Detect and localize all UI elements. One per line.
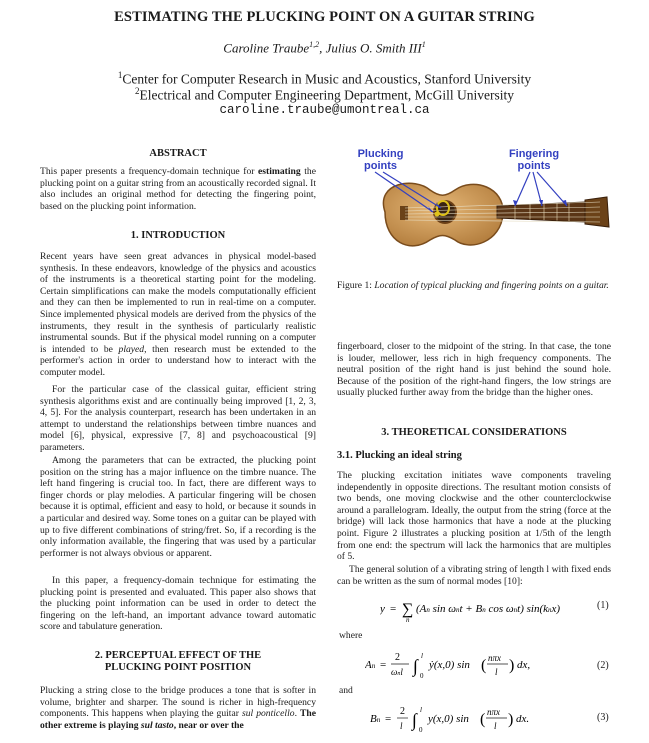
svg-text:ẏ(x,0) sin: ẏ(x,0) sin xyxy=(429,659,470,671)
intro-paragraph-2: For the particular case of the classical guitar, efficient string synthesis algorithms exist and are continually being improved [1, 2, 3, 4, 5]. For the analysis counterpart, research has been undertaken in an attempt to understand the relationships between timbre nuances and model [6], physical, expressive [7, 8] and psychoacoustical [9] parameters. xyxy=(40,384,316,453)
equation-1-number: (1) xyxy=(597,600,609,611)
fingering-points-label: Fingering points xyxy=(508,148,560,172)
section3-1-heading: 3.1. Plucking an ideal string xyxy=(337,450,462,461)
equation-1 xyxy=(380,596,560,631)
guitar-figure xyxy=(345,142,615,267)
svg-text:y(x,0) sin: y(x,0) sin xyxy=(428,713,469,725)
section3-heading: 3. THEORETICAL CONSIDERATIONS xyxy=(381,427,567,438)
svg-text:2: 2 xyxy=(400,706,405,717)
figure-caption: Figure 1: Location of typical plucking and fingering points on a guitar. xyxy=(337,280,609,291)
svg-text:=: = xyxy=(385,713,392,725)
svg-text:0: 0 xyxy=(419,726,423,734)
plucking-points-label: Plucking points xyxy=(357,148,404,172)
abstract-text: This paper presents a frequency-domain technique for estimating the plucking point on a guitar string from an acoustically recorded signal. It also includes an original method for detecting the fingering point, based on the plucking point information. xyxy=(40,166,317,212)
svg-text:l: l xyxy=(494,721,497,731)
intro-paragraph-3: Among the parameters that can be extracted, the plucking point position on the string has a major influence on the timbre nuance. The left hand fingering is crucial too. In fact, there are different ways to finger chords or play melodies. A particular fingering will be chosen because it is optimal, efficient and easy to hold, or because it sounds in a particular and desired way. Some tones on a guitar can be played with up to five different combinations of string/fret. So, if a recording is the only information available, the fingering that was used by a particular performer is not always obvious or apparent. xyxy=(40,455,316,559)
affiliation-2: $^2$Electrical and Computer Engineering Department, McGill University xyxy=(134,86,514,103)
svg-text:∫: ∫ xyxy=(412,710,417,730)
svg-text:): ) xyxy=(509,657,515,674)
svg-text:∑: ∑ xyxy=(402,601,414,618)
section3-paragraph-2: The general solution of a vibrating string of length l with fixed ends can be written as the sum of normal modes [10]: xyxy=(337,564,611,587)
svg-text:An: An xyxy=(365,659,376,671)
equation-1-math xyxy=(380,596,560,626)
equation-2 xyxy=(365,648,565,689)
affiliation-1: $^1$Center for Computer Research in Music and Acoustics, Stanford University xyxy=(117,70,532,87)
svg-text:l: l xyxy=(400,721,403,731)
equation-3-math xyxy=(370,702,570,738)
where-label: where xyxy=(339,630,363,641)
section2-continuation: fingerboard, closer to the midpoint of the string. In that case, the tone is louder, mellower, less rich in high frequency components. The neutral position of the right hand is just behind the sound hole. Because of the position of the right-hand fingers, the low strings are usually plucked further away from the bridge than the higher ones. xyxy=(337,341,611,399)
svg-text:=: = xyxy=(380,659,387,671)
svg-text:(: ( xyxy=(481,657,487,674)
equation-3 xyxy=(370,702,570,743)
plucking-point-dot xyxy=(435,212,440,217)
and-label: and xyxy=(339,685,353,696)
svg-text:nπx: nπx xyxy=(488,653,502,663)
svg-text:dx.: dx. xyxy=(516,713,530,725)
author-1: Caroline Traube xyxy=(223,40,310,56)
svg-text:ωnl: ωnl xyxy=(391,667,403,677)
abstract-heading: ABSTRACT xyxy=(149,148,207,159)
author-1-sup: 1,2 xyxy=(309,40,320,49)
svg-text:=: = xyxy=(390,603,397,615)
equation-2-math xyxy=(365,648,565,684)
svg-text:n: n xyxy=(406,616,410,624)
section2-heading-line1: 2. PERCEPTUAL EFFECT OF THE xyxy=(94,650,262,661)
svg-text:0: 0 xyxy=(420,672,424,680)
svg-text:(: ( xyxy=(480,711,486,728)
equation-3-number: (3) xyxy=(597,712,609,723)
intro-heading: 1. INTRODUCTION xyxy=(130,230,226,241)
svg-text:l: l xyxy=(420,706,422,714)
paper-title: ESTIMATING THE PLUCKING POINT ON A GUITAR STRING xyxy=(114,9,535,25)
section2-paragraph: Plucking a string close to the bridge produces a tone that is softer in volume, brighter and sharper. The sound is richer in high-frequency components. This happens when playing the guitar sul ponticello. The other extreme is playing sul tasto, near or over the xyxy=(40,685,316,731)
svg-text:y: y xyxy=(380,603,385,615)
intro-paragraph-1: Recent years have seen great advances in physical model-based synthesis. In these endeavors, knowledge of the physics and acoustics of the instruments is a theoretical starting point for the modeling. Certain simplifications can make the models computationally efficient and they can then be implemented to run in real-time on a computer. Since implemented physical models are derived from the physics of the instruments, they result in the synthesis of particularly realistic instrumental sounds. But if the physical model running on a computer is intended to be played, then research must be extended to the performer's action in order to understand how to interact with the computer model. xyxy=(40,251,317,378)
section2-heading-line2: PLUCKING POINT POSITION xyxy=(104,662,252,673)
equation-2-number: (2) xyxy=(597,660,609,671)
svg-text:nπx: nπx xyxy=(487,707,501,717)
svg-text:l: l xyxy=(495,667,498,677)
svg-text:(An sin ωnt + Bn cos ωnt) sin(: (An sin ωnt + Bn cos ωnt) sin(knx) xyxy=(416,603,560,615)
svg-text:2: 2 xyxy=(395,652,400,663)
svg-text:l: l xyxy=(421,652,423,660)
svg-text:Bn: Bn xyxy=(370,713,381,725)
authors xyxy=(0,40,649,56)
svg-text:dx,: dx, xyxy=(517,659,531,671)
intro-paragraph-4: In this paper, a frequency-domain technique for estimating the plucking point is presented and evaluated. This paper also shows that the plucking point information can be used in order to detect the fingering on the left-hand, an important advance toward automatic score and tabulature generation. xyxy=(40,575,316,633)
email: caroline.traube@umontreal.ca xyxy=(219,103,430,117)
author-2-sup: 1 xyxy=(421,40,426,49)
section3-paragraph-1: The plucking excitation initiates wave components traveling independently in opposite directions. The resultant motion consists of two bends, one moving clockwise and the other counterclockwise around a parallelogram. Ideally, the output from the string (force at the bridge) will lack those harmonics that have a node at the plucking point. Figure 2 illustrates a plucking position at 1/5th of the length from one end: the spectrum will lack the harmonics that are multiples of 5. xyxy=(337,470,611,563)
author-2: , Julius O. Smith III xyxy=(319,40,422,56)
svg-text:): ) xyxy=(508,711,514,728)
svg-text:∫: ∫ xyxy=(413,656,418,676)
